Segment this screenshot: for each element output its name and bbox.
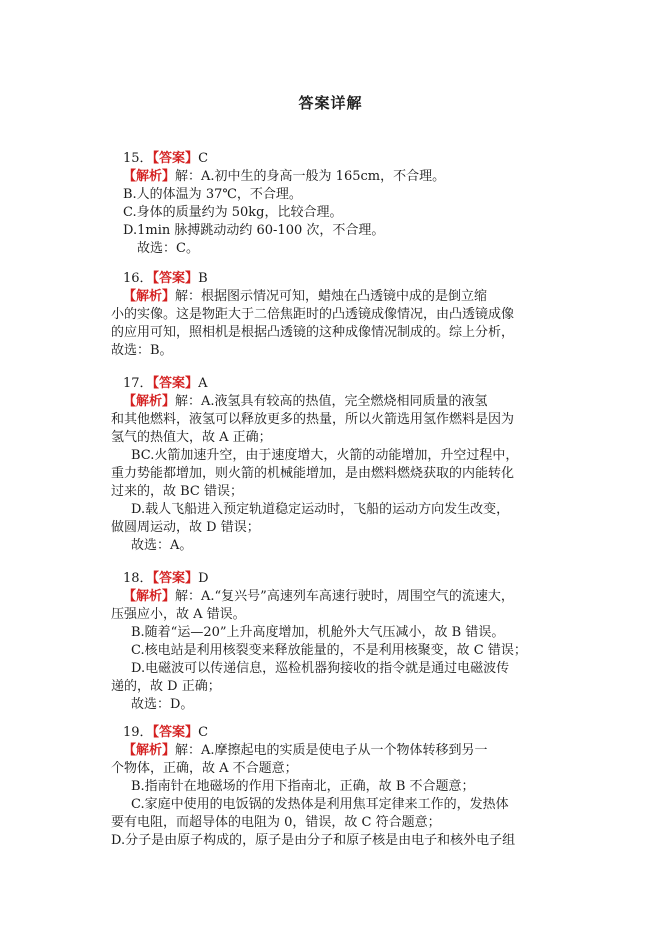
q16-analysis-line [123, 288, 487, 306]
q19-line-3: C.家庭中使用的电饭锅的发热体是利用焦耳定律来工作的，发热体 [131, 797, 509, 812]
q18-line-2: B.随着“运—20”上升高度增加，机舱外大气压减小，故 B 错误。 [131, 625, 505, 640]
q15-analysis-prefix: 解： [175, 169, 202, 184]
q18-line-5: 递的，故 D 正确； [111, 679, 221, 694]
q19-line-0: 解：A.摩擦起电的实质是使电子从一个物体转移到另一 [175, 743, 488, 758]
q17-line-0: 解：A.液氢具有较高的热值，完全燃烧相同质量的液氢 [175, 394, 488, 409]
q17-analysis-line [123, 393, 488, 411]
q17-line-3: BC.火箭加速升空，由于速度增大，火箭的动能增加，升空过程中， [131, 448, 519, 463]
q18-line-0: 解：A.“复兴号”高速列车高速行驶时，周围空气的流速大， [175, 589, 514, 604]
q18-analysis-tag: 【解析】 [123, 589, 176, 604]
q19-line-4: 要有电阻，而超导体的电阻为 0，错误，故 C 符合题意； [111, 815, 441, 830]
q15-line-4: 故选：C。 [137, 241, 199, 256]
q18-answer-tag: 【答案】 [152, 571, 199, 586]
q17-analysis-tag: 【解析】 [123, 394, 176, 409]
q16-line-2: 的应用可知，照相机是根据凸透镜的这种成像情况制成的。综上分析， [111, 325, 515, 340]
q19-answer-line [123, 724, 208, 742]
q19-number: 19． [123, 725, 153, 740]
q17-answer-line [123, 375, 207, 393]
q19-analysis-tag: 【解析】 [123, 743, 176, 758]
q16-analysis-tag: 【解析】 [123, 289, 176, 304]
q18-analysis-line [123, 588, 514, 606]
q16-line-1: 小的实像。这是物距大于二倍焦距时的凸透镜成像情况，由凸透镜成像 [111, 307, 515, 322]
q16-answer-line [123, 270, 208, 288]
q16-answer-tag: 【答案】 [152, 271, 199, 286]
q15-answer-line [123, 150, 208, 168]
q17-answer: A [198, 376, 208, 391]
q15-line-3: D.1min 脉搏跳动动约 60-100 次，不合理。 [123, 223, 385, 238]
q16-number: 16． [123, 271, 153, 286]
q16-answer: B [198, 271, 208, 286]
q17-line-2: 氢气的热值大，故 A 正确； [111, 430, 272, 445]
q19-answer: C [198, 725, 209, 740]
q18-number: 18． [123, 571, 153, 586]
page-title: 答案详解 [298, 94, 363, 112]
q15-line-1: B.人的体温为 37℃，不合理。 [123, 187, 302, 202]
q18-answer-line [123, 570, 209, 588]
q17-number: 17． [123, 376, 153, 391]
q16-line-3: 故选：B。 [111, 343, 173, 358]
q16-line-0: 解：根据图示情况可知，蜡烛在凸透镜中成的是倒立缩 [175, 289, 488, 304]
q15-analysis-tag: 【解析】 [123, 169, 176, 184]
q18-line-4: D.电磁波可以传递信息，巡检机器狗接收的指令就是通过电磁波传 [131, 661, 510, 676]
q19-line-5: D.分子是由原子构成的，原子是由分子和原子核是由电子和核外电子组 [111, 833, 516, 848]
q19-line-2: B.指南针在地磁场的作用下指南北，正确，故 B 不合题意； [131, 779, 475, 794]
q15-analysis-line [123, 168, 445, 186]
q17-line-4: 重力势能都增加，则火箭的机械能增加，是由燃料燃烧获取的内能转化 [111, 466, 515, 481]
q18-line-1: 压强应小，故 A 错误。 [111, 607, 246, 622]
q17-line-7: 做圆周运动，故 D 错误； [111, 520, 260, 535]
q18-answer: D [198, 571, 209, 586]
q17-answer-tag: 【答案】 [152, 376, 199, 391]
q17-line-8: 故选：A。 [131, 538, 193, 553]
q17-line-5: 过来的，故 BC 错误； [111, 484, 244, 499]
q15-line-0: A.初中生的身高一般为 165cm，不合理。 [201, 169, 446, 184]
q19-analysis-line [123, 742, 488, 760]
q15-answer-tag: 【答案】 [152, 151, 199, 166]
q19-answer-tag: 【答案】 [152, 725, 199, 740]
q17-line-6: D.载人飞船进入预定轨道稳定运动时，飞船的运动方向发生改变， [131, 502, 510, 517]
q18-line-3: C.核电站是利用核裂变来释放能量的，不是利用核聚变，故 C 错误； [131, 643, 527, 658]
q19-line-1: 个物体，正确，故 A 不合题意； [111, 761, 298, 776]
q18-line-6: 故选：D。 [131, 697, 194, 712]
q17-line-1: 和其他燃料，液氢可以释放更多的热量，所以火箭选用氢作燃料是因为 [111, 412, 515, 427]
q15-line-2: C.身体的质量约为 50kg，比较合理。 [123, 205, 343, 220]
q15-answer: C [198, 151, 209, 166]
q15-number: 15． [123, 151, 153, 166]
